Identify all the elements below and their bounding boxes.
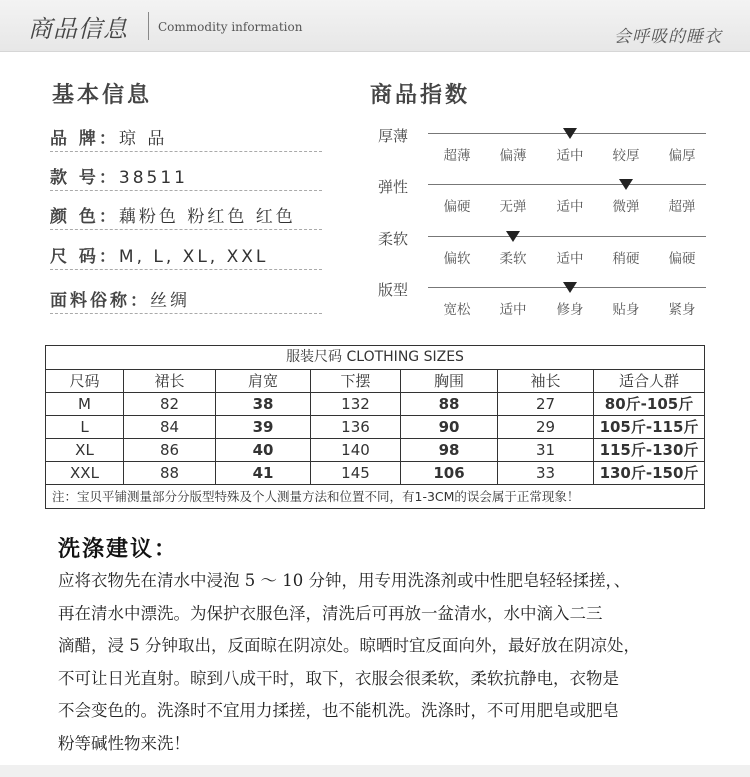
- table-cell: XL: [46, 439, 124, 461]
- index-option: 微弹: [612, 199, 640, 215]
- table-cell: 136: [311, 416, 401, 438]
- table-cell: 33: [498, 462, 594, 484]
- index-option: 适中: [556, 148, 584, 164]
- table-cell: 105斤-115斤: [599, 418, 699, 436]
- size-table-caption: 服装尺码 CLOTHING SIZES: [46, 346, 704, 370]
- index-option: 适中: [556, 251, 584, 267]
- table-header-cell: 裙长: [124, 370, 216, 392]
- index-option: 偏硬: [443, 199, 471, 215]
- table-cell: L: [46, 416, 124, 438]
- index-marker-icon: [506, 231, 520, 242]
- table-cell: 106: [401, 462, 498, 484]
- table-header-cell: 肩宽: [216, 370, 311, 392]
- index-label: 厚薄: [378, 127, 409, 145]
- info-value: 丝绸: [150, 291, 190, 311]
- size-table: [45, 345, 705, 509]
- table-header-cell: 胸围: [401, 370, 498, 392]
- index-option: 偏厚: [668, 148, 696, 164]
- size-table-note: 注：宝贝平铺测量部分分版型特殊及个人测量方法和位置不同，有1-3CM的误会属于正常现象！: [52, 489, 580, 504]
- index-option: 超薄: [443, 148, 471, 164]
- table-cell: 84: [124, 416, 216, 438]
- info-row-size: [50, 242, 322, 270]
- washing-line: 应将衣物先在清水中浸泡 5 ～ 10 分钟，用专用洗涤剂或中性肥皂轻轻揉搓，、: [58, 571, 631, 590]
- info-row-brand: [50, 124, 322, 152]
- index-marker-icon: [619, 179, 633, 190]
- table-cell: 88: [124, 462, 216, 484]
- index-option: 无弹: [499, 199, 527, 215]
- header-divider: [148, 12, 149, 40]
- table-cell: 82: [124, 393, 216, 415]
- table-cell: 140: [311, 439, 401, 461]
- index-scale-line: [428, 236, 706, 237]
- header-subtitle: Commodity information: [158, 20, 303, 34]
- index-option: 修身: [556, 302, 584, 318]
- washing-line: 再在清水中漂洗。为保护衣服色泽，清洗后可再放一盆清水，水中滴入二三: [58, 603, 603, 623]
- info-row-color: [50, 202, 322, 230]
- table-cell: 130斤-150斤: [599, 464, 699, 482]
- table-cell: 38: [216, 393, 311, 415]
- info-row-fabric: [50, 286, 322, 314]
- index-marker-icon: [563, 128, 577, 139]
- table-cell: M: [46, 393, 124, 415]
- bottom-band: [0, 765, 750, 777]
- info-label: 品 牌：: [50, 129, 119, 149]
- info-value: M, L, XL, XXL: [118, 247, 269, 267]
- washing-text: [58, 565, 708, 760]
- table-row: [46, 439, 704, 462]
- index-option: 超弹: [668, 199, 696, 215]
- info-value: 琼 品: [118, 129, 168, 149]
- table-cell: 39: [216, 416, 311, 438]
- table-cell: 86: [124, 439, 216, 461]
- info-label: 颜 色：: [50, 207, 119, 227]
- index-option: 适中: [556, 199, 584, 215]
- info-label: 面料俗称：: [50, 291, 150, 311]
- index-label: 版型: [378, 281, 409, 299]
- index-option: 宽松: [443, 302, 471, 318]
- header-banner: [0, 0, 750, 52]
- header-slogan: 会呼吸的睡衣: [614, 27, 722, 47]
- index-marker-icon: [563, 282, 577, 293]
- table-cell: 115斤-130斤: [599, 441, 699, 459]
- washing-line: 粉等碱性物来洗！: [58, 733, 190, 753]
- index-option: 偏软: [443, 251, 471, 267]
- washing-title: 洗涤建议：: [58, 537, 179, 562]
- size-table-header-row: [46, 370, 704, 393]
- index-option: 偏薄: [499, 148, 527, 164]
- table-cell: 80斤-105斤: [604, 395, 694, 413]
- table-cell: XXL: [46, 462, 124, 484]
- table-row: [46, 462, 704, 485]
- header-title: 商品信息: [28, 15, 128, 43]
- table-cell: 145: [311, 462, 401, 484]
- index-option: 适中: [499, 302, 527, 318]
- index-option: 紧身: [668, 302, 696, 318]
- info-row-style-number: [50, 163, 322, 191]
- index-option: 偏硬: [668, 251, 696, 267]
- table-header-cell: 适合人群: [618, 372, 679, 390]
- washing-line: 滴醋，浸 5 分钟取出，反面晾在阴凉处。晾晒时宜反面向外，最好放在阴凉处，: [58, 636, 640, 655]
- index-option: 贴身: [612, 302, 640, 318]
- table-cell: 41: [216, 462, 311, 484]
- table-cell: 90: [401, 416, 498, 438]
- table-cell: 132: [311, 393, 401, 415]
- index-option: 柔软: [499, 251, 527, 267]
- table-cell: 98: [401, 439, 498, 461]
- product-index-title: 商品指数: [370, 83, 471, 108]
- table-cell: 27: [498, 393, 594, 415]
- table-header-cell: 下摆: [311, 370, 401, 392]
- info-value: 38511: [118, 168, 189, 188]
- table-cell: 40: [216, 439, 311, 461]
- index-option: 稍硬: [612, 251, 640, 267]
- index-label: 弹性: [378, 178, 409, 196]
- info-value: 藕粉色 粉红色 红色: [118, 207, 296, 227]
- index-label: 柔软: [378, 230, 409, 248]
- table-header-cell: 袖长: [498, 370, 594, 392]
- washing-line: 不可让日光直射。晾到八成干时，取下，衣服会很柔软，柔软抗静电，衣物是: [58, 668, 619, 688]
- washing-line: 不会变色的。洗涤时不宜用力揉搓，也不能机洗。洗涤时，不可用肥皂或肥皂: [58, 701, 619, 720]
- index-scale-line: [428, 184, 706, 185]
- index-option: 较厚: [612, 148, 640, 164]
- table-cell: 29: [498, 416, 594, 438]
- info-label: 款 号：: [50, 168, 119, 188]
- table-cell: 88: [401, 393, 498, 415]
- table-cell: 31: [498, 439, 594, 461]
- table-row: [46, 393, 704, 416]
- table-header-cell: 尺码: [46, 370, 124, 392]
- table-row: [46, 416, 704, 439]
- basic-info-title: 基本信息: [52, 83, 153, 108]
- info-label: 尺 码：: [50, 247, 119, 267]
